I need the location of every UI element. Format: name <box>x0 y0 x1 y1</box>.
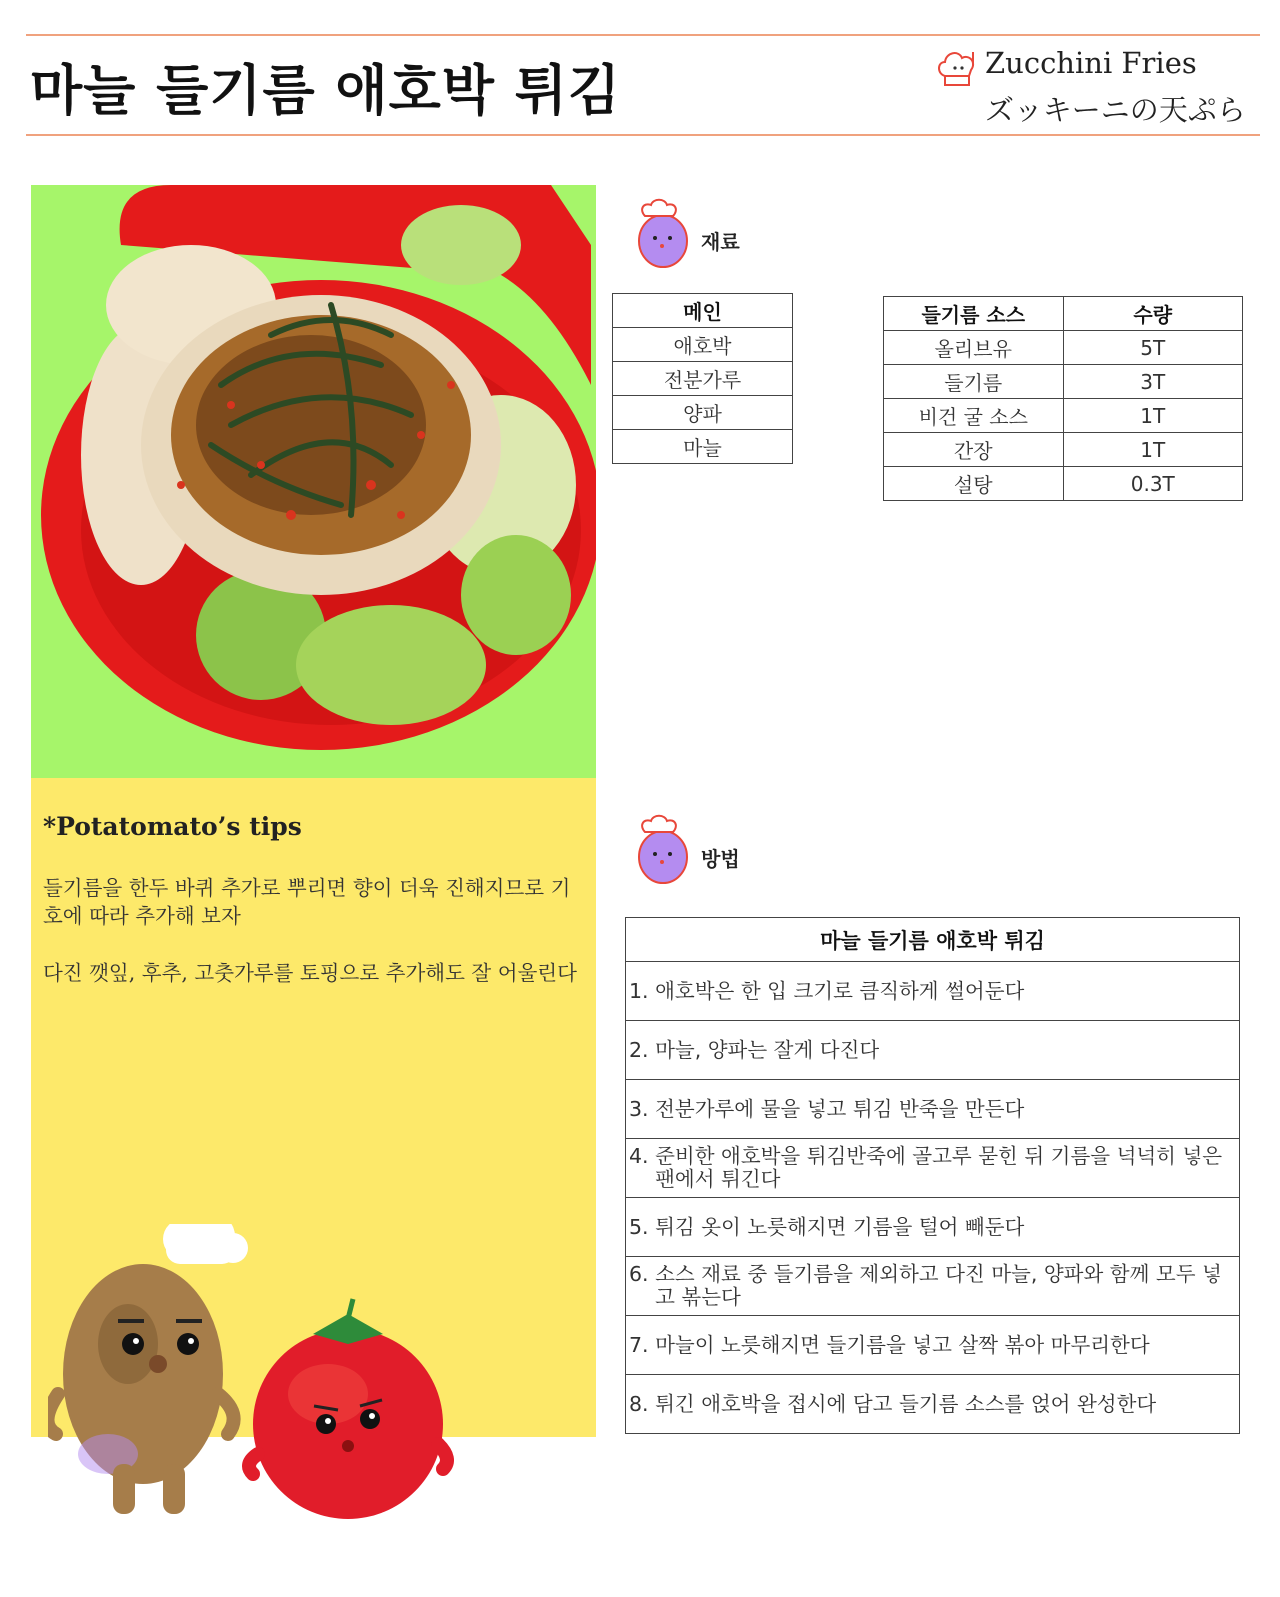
tip-item: 다진 깻잎, 후추, 고춧가루를 토핑으로 추가해도 잘 어울린다 <box>43 961 577 985</box>
step-text: 전분가루에 물을 넣고 튀김 반죽을 만든다 <box>655 1096 1025 1121</box>
header-top-rule <box>26 34 1260 36</box>
title-english: Zucchini Fries <box>985 46 1197 80</box>
sauce-ingredients-table <box>883 296 1243 501</box>
amount-cell: 0.3T <box>1063 467 1243 501</box>
potato-chef-mascot <box>48 1224 248 1514</box>
brand-block <box>935 40 1265 132</box>
potato-chef-icon <box>633 812 693 886</box>
tips-title: *Potatomato’s tips <box>43 812 302 841</box>
ingredient-cell: 양파 <box>613 396 793 430</box>
step-number: 3. <box>629 1096 649 1121</box>
amount-cell: 3T <box>1063 365 1243 399</box>
zucchini-fries-photo <box>31 185 596 778</box>
ingredient-cell: 애호박 <box>613 328 793 362</box>
potato-chef-icon <box>633 196 693 270</box>
tip-item: 들기름을 한두 바퀴 추가로 뿌리면 향이 더욱 진해지므로 기호에 따라 추가해 보자 <box>43 876 571 928</box>
step-number: 8. <box>629 1391 649 1416</box>
sauce-ingredient-cell: 비건 굴 소스 <box>884 399 1064 433</box>
method-steps-table <box>625 917 1240 1434</box>
step-row <box>626 1375 1240 1434</box>
step-text: 마늘, 양파는 잘게 다진다 <box>655 1037 880 1062</box>
sauce-ingredient-cell: 들기름 <box>884 365 1064 399</box>
step-text: 튀긴 애호박을 접시에 담고 들기름 소스를 얹어 완성한다 <box>655 1391 1157 1416</box>
step-number: 5. <box>629 1214 649 1239</box>
ingredients-heading <box>633 196 773 270</box>
step-text: 준비한 애호박을 튀김반죽에 골고루 묻힌 뒤 기름을 넉넉히 넣은 팬에서 튀긴다 <box>655 1144 1223 1191</box>
step-row <box>626 962 1240 1021</box>
step-row <box>626 1316 1240 1375</box>
step-number: 6. <box>629 1262 649 1286</box>
step-number: 1. <box>629 978 649 1003</box>
sauce-ingredient-cell: 올리브유 <box>884 331 1064 365</box>
step-row <box>626 1021 1240 1080</box>
amount-cell: 1T <box>1063 399 1243 433</box>
sauce-ingredient-cell: 간장 <box>884 433 1064 467</box>
mascot-characters <box>48 1224 488 1524</box>
method-heading <box>633 812 773 886</box>
title-japanese: ズッキーニの天ぷら <box>985 93 1246 127</box>
main-ingredients-table <box>612 293 793 464</box>
table-header: 들기름 소스 <box>884 297 1064 331</box>
step-row <box>626 1198 1240 1257</box>
step-row <box>626 1080 1240 1139</box>
step-text: 소스 재료 중 들기름을 제외하고 다진 마늘, 양파와 함께 모두 넣고 볶는다 <box>655 1262 1222 1309</box>
ingredients-label: 재료 <box>701 230 740 254</box>
chef-hat-icon <box>935 46 979 90</box>
step-text: 애호박은 한 입 크기로 큼직하게 썰어둔다 <box>655 978 1025 1003</box>
amount-cell: 1T <box>1063 433 1243 467</box>
method-label: 방법 <box>701 847 740 871</box>
table-header: 수량 <box>1063 297 1243 331</box>
tomato-mascot <box>249 1299 447 1519</box>
table-header: 마늘 들기름 애호박 튀김 <box>626 918 1240 962</box>
step-row <box>626 1257 1240 1316</box>
step-number: 2. <box>629 1037 649 1062</box>
sauce-ingredient-cell: 설탕 <box>884 467 1064 501</box>
step-text: 튀김 옷이 노릇해지면 기름을 털어 빼둔다 <box>655 1214 1025 1239</box>
step-number: 4. <box>629 1144 649 1168</box>
step-number: 7. <box>629 1332 649 1357</box>
table-header: 메인 <box>613 294 793 328</box>
amount-cell: 5T <box>1063 331 1243 365</box>
step-text: 마늘이 노릇해지면 들기름을 넣고 살짝 볶아 마무리한다 <box>655 1332 1150 1357</box>
header-bottom-rule <box>26 134 1260 136</box>
step-row <box>626 1139 1240 1198</box>
page-title: 마늘 들기름 애호박 튀김 <box>30 59 622 122</box>
ingredient-cell: 마늘 <box>613 430 793 464</box>
ingredient-cell: 전분가루 <box>613 362 793 396</box>
